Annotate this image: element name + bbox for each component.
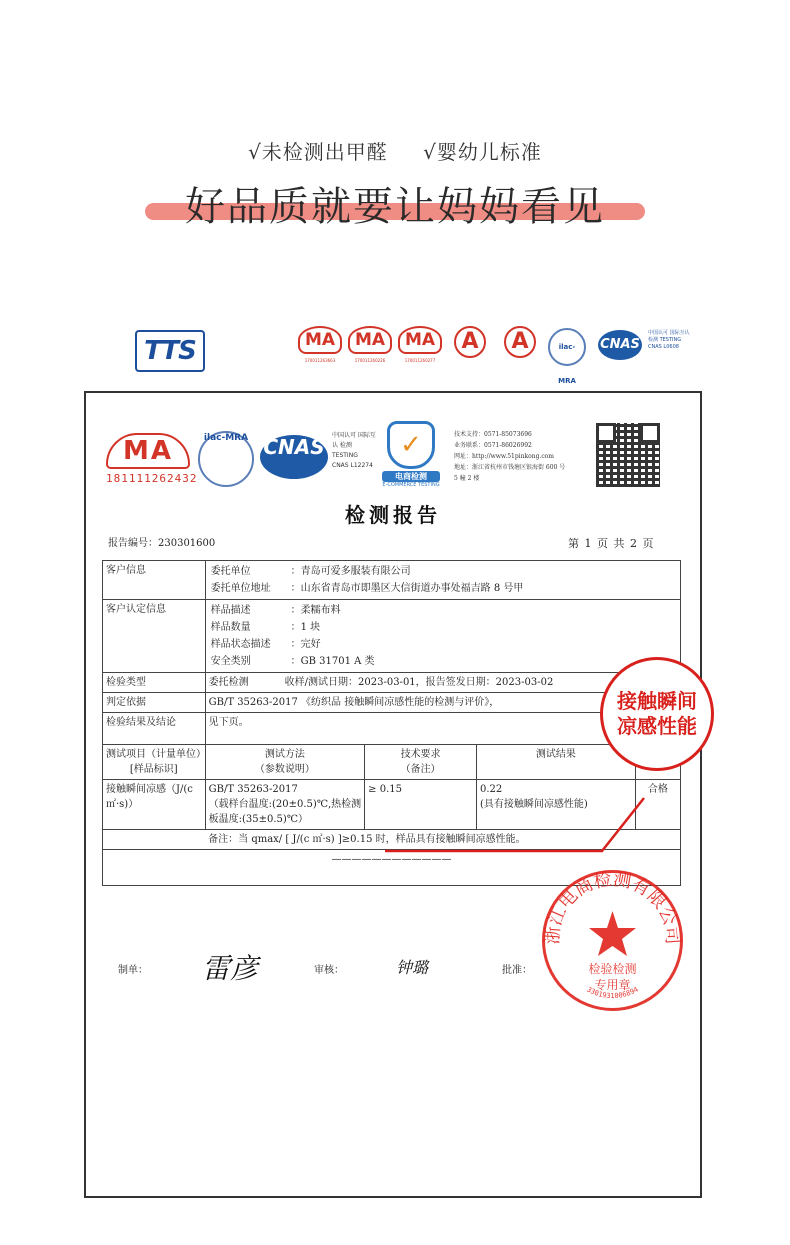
table-row: 客户信息 委托单位 ：青岛可爱多服装有限公司 委托单位地址 ：山东省青岛市即墨区大信街道办事处福吉路 8 号甲 — [103, 561, 681, 600]
maker-label: 制单： — [118, 965, 148, 976]
approver-label: 批准： — [502, 965, 532, 976]
tts-logo: TTS — [135, 330, 205, 372]
report-ilac-logo: ilac-MRA — [198, 431, 254, 487]
check-infant-standard: √婴幼儿标准 — [423, 140, 542, 164]
cert-logo-row — [298, 326, 692, 385]
ecommerce-testing-logo: ✓ 电商检测 E-COMMERCE TESTING — [382, 421, 440, 488]
cnas-logo-small: CNAS — [598, 326, 642, 360]
cal-logo-2: A — [498, 326, 542, 358]
test-requirement: ≥ 0.15 — [365, 780, 477, 830]
check-shield-icon: ✓ — [387, 421, 435, 469]
report-table — [102, 560, 681, 886]
sample-info-label: 客户认定信息 — [103, 600, 206, 673]
report-cnas-logo: CNAS — [260, 435, 328, 479]
table-row: 检验结果及结论 见下页。 — [103, 713, 681, 745]
table-row: 检验类型 委托检测 收样/测试日期：2023-03-01，报告签发日期：2023-03-02 — [103, 673, 681, 693]
headline: 好品质就要让妈妈看见 — [185, 184, 605, 230]
cal-logo-1: A — [448, 326, 492, 358]
table-row: 客户认定信息 样品描述 ：柔糯布料 样品数量 ：1 块 样品状态描述 ：完好 安全类别 ：GB 31701 A 类 — [103, 600, 681, 673]
qr-code-icon — [596, 423, 660, 487]
report-number: 报告编号：230301600 — [108, 538, 216, 549]
report-cnas-caption: 中国认可 国际互认 检测 TESTING CNAS L12274 — [332, 432, 376, 469]
check-formaldehyde: √未检测出甲醛 — [248, 140, 388, 164]
test-result: 0.22 (具有接触瞬间凉感性能) — [476, 780, 635, 830]
end-line: ———————————— — [103, 850, 681, 886]
report-cma-logo: MA 181111262432 — [106, 433, 190, 485]
test-header-row: 测试项目（计量单位） [样品标识] 测试方法 （参数说明） 技术要求 （备注） 测试结果 — [103, 745, 681, 780]
remark: 备注：当 qmax/ [ J/(c ㎡·s) ]≥0.15 时，样品具有接触瞬间凉感性能。 — [205, 830, 680, 850]
maker-signature: 雷彦 — [202, 952, 259, 985]
test-report — [84, 391, 702, 1198]
test-judgement: 合格 — [635, 780, 680, 830]
test-method: GB/T 35263-2017 （载样台温度:(20±0.5)℃,热检测板温度:(35±0.5)℃） — [205, 780, 365, 830]
stamp-company: 浙江电商检测有限公司 — [542, 868, 683, 946]
official-stamp — [540, 868, 685, 1013]
annotation-callout: 接触瞬间 凉感性能 — [600, 657, 714, 771]
contact-info: 技术支持：0571-85073696 业务联系：0571-86026992 网址：http://www.51pinkong.com 地址：浙江省杭州市钱塘区银海街 600 号 5 幢 2 楼 — [454, 431, 566, 482]
remark-row — [103, 830, 681, 850]
cma-logo-3: MA 170011260277 — [398, 326, 442, 363]
ilac-logo-small: ilac-MRA — [548, 326, 592, 366]
test-result-row — [103, 780, 681, 830]
page-indicator: 第 1 页 共 2 页 — [568, 537, 655, 550]
stamp-dept: 检验检测 — [588, 962, 637, 976]
table-row: 判定依据 GB/T 35263-2017 《纺织品 接触瞬间凉感性能的检测与评价》， — [103, 693, 681, 713]
reviewer-signature: 钟璐 — [396, 958, 429, 977]
test-item: 接触瞬间凉感（J/(c㎡·s)） — [103, 780, 206, 830]
feature-checks — [0, 136, 790, 165]
cma-logo-1: MA 170011263663 — [298, 326, 342, 363]
report-title: 检测报告 — [345, 503, 441, 527]
cnas-caption: 中国认可 国际互认 检测 TESTING CNAS L0608 — [648, 330, 690, 350]
client-info-label: 客户信息 — [103, 561, 206, 600]
stamp-dept2: 专用章 — [594, 978, 631, 992]
reviewer-label: 审核： — [314, 965, 344, 976]
cma-logo-2: MA 170011260226 — [348, 326, 392, 363]
stamp-code: 3301931006894 — [585, 985, 640, 1001]
